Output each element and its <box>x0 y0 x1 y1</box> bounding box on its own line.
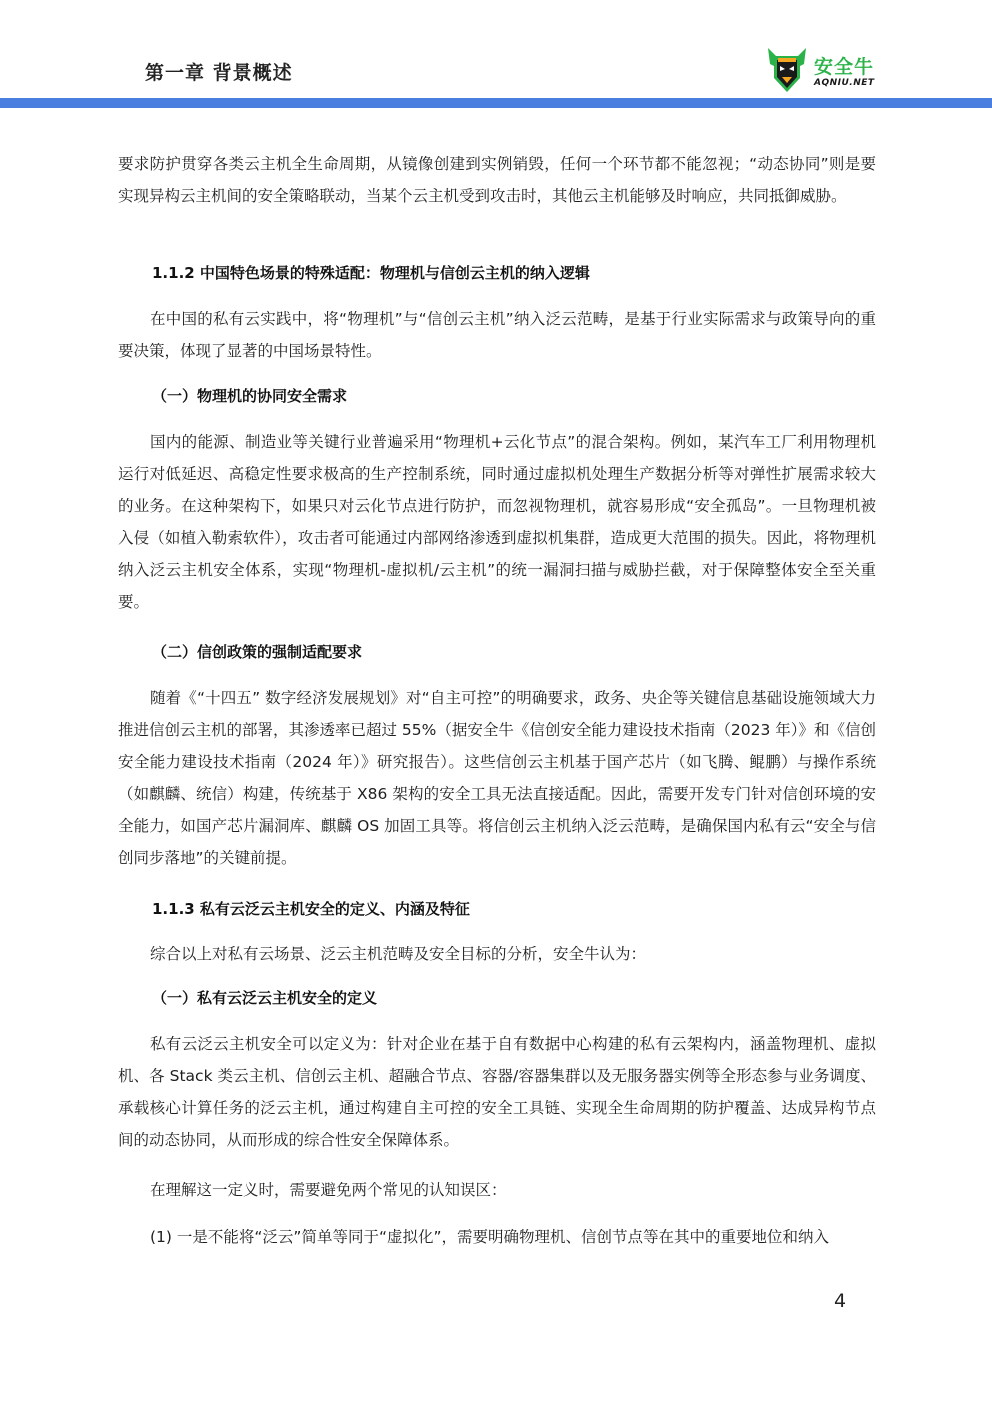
paragraph-5: 综合以上对私有云场景、泛云主机范畴及安全目标的分析，安全牛认为： <box>150 945 647 963</box>
chapter-title: 第一章 背景概述 <box>145 62 293 84</box>
subheading-xinchuang-policy: （二）信创政策的强制适配要求 <box>152 643 363 661</box>
paragraph-2: 在中国的私有云实践中，将“物理机”与“信创云主机”纳入泛云范畴，是基于行业实际需求与政策导向的重要决策，体现了显著的中国场景特性。 <box>118 310 876 360</box>
logo-english-text: AQNIU.NET <box>814 78 875 88</box>
paragraph-3: 国内的能源、制造业等关键行业普遍采用“物理机+云化节点”的混合架构。例如，某汽车工厂利用物理机运行对低延迟、高稳定性要求极高的生产控制系统，同时通过虚拟机处理生产数据分析等对弹性扩展需求较大的业务。在这种架构下，如果只对云化节点进行防护，而忽视物理机，就容易形成“安全孤岛”。一旦物理机被入侵（如植入勒索软件），攻击者可能通过内部网络渗透到虚拟机集群，造成更大范围的损失。因此，将物理机纳入泛云主机安全体系，实现“物理机-虚拟机/云主机”的统一漏洞扫描与威胁拦截，对于保障整体安全至关重要。 <box>118 433 876 611</box>
header-divider <box>0 98 992 108</box>
bull-shield-icon <box>766 44 808 94</box>
paragraph-7: 在理解这一定义时，需要避免两个常见的认知误区： <box>150 1181 507 1199</box>
paragraph-6: 私有云泛云主机安全可以定义为：针对企业在基于自有数据中心构建的私有云架构内，涵盖物理机、虚拟机、各 Stack 类云主机、信创云主机、超融合节点、容器/容器集群以及无服务器实例等全形态参与业务调度、承载核心计算任务的泛云主机，通过构建自主可控的安全工具链、实现全生命周期的防护覆盖、达成异构节点间的动态协同，从而形成的综合性安全保障体系。 <box>118 1035 876 1149</box>
paragraph-1: 要求防护贯穿各类云主机全生命周期，从镜像创建到实例销毁，任何一个环节都不能忽视；“动态协同”则是要实现异构云主机间的安全策略联动，当某个云主机受到攻击时，其他云主机能够及时响应，共同抵御威胁。 <box>118 155 876 205</box>
section-heading-1-1-2: 1.1.2 中国特色场景的特殊适配：物理机与信创云主机的纳入逻辑 <box>152 264 590 282</box>
logo-chinese-text: 安全牛 <box>814 56 875 78</box>
list-item-1: (1) 一是不能将“泛云”简单等同于“虚拟化”，需要明确物理机、信创节点等在其中的重要地位和纳入 <box>150 1228 830 1246</box>
page-header <box>0 0 992 108</box>
brand-logo <box>766 44 886 94</box>
page-number: 4 <box>834 1290 847 1312</box>
subheading-definition: （一）私有云泛云主机安全的定义 <box>152 989 378 1007</box>
paragraph-4: 随着《“十四五” 数字经济发展规划》对“自主可控”的明确要求，政务、央企等关键信息基础设施领域大力推进信创云主机的部署，其渗透率已超过 55%（据安全牛《信创安全能力建设技术指南（2023 年）》和《信创安全能力建设技术指南（2024 年）》研究报告）。这些信创云主机基于国产芯片（如飞腾、鲲鹏）与操作系统（如麒麟、统信）构建，传统基于 X86 架构的安全工具无法直接适配。因此，需要开发专门针对信创环境的安全能力，如国产芯片漏洞库、麒麟 OS 加固工具等。将信创云主机纳入泛云范畴，是确保国内私有云“安全与信创同步落地”的关键前提。 <box>118 689 877 867</box>
subheading-physical-machines: （一）物理机的协同安全需求 <box>152 387 348 405</box>
section-heading-1-1-3: 1.1.3 私有云泛云主机安全的定义、内涵及特征 <box>152 900 470 918</box>
